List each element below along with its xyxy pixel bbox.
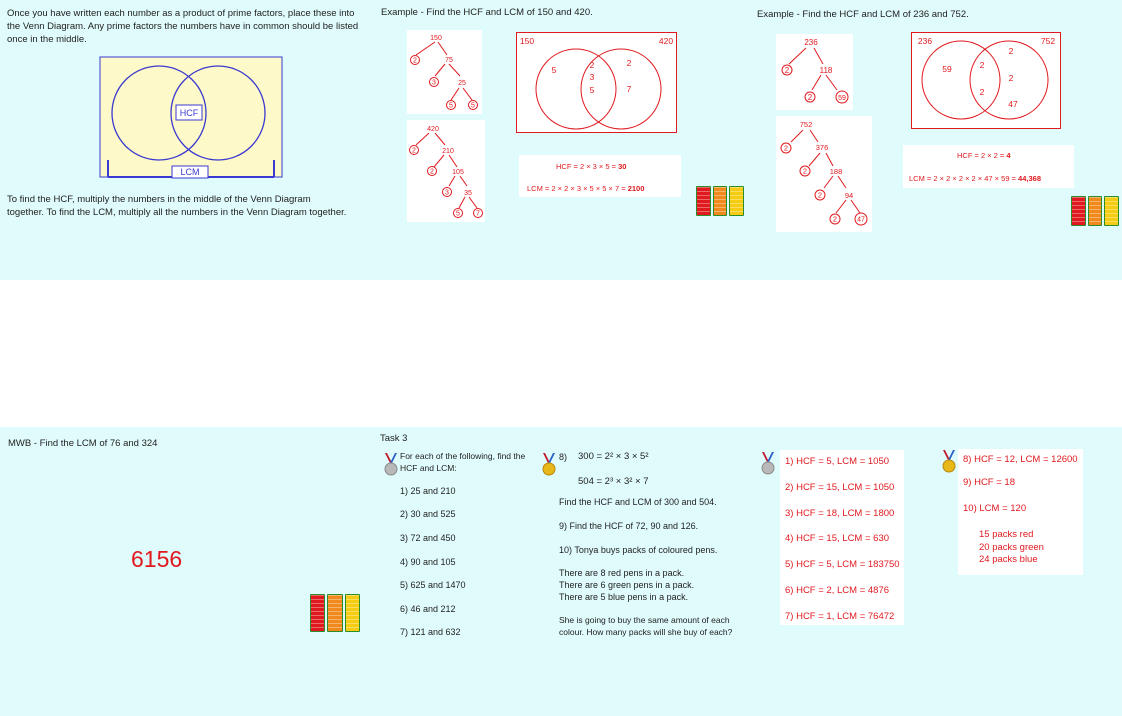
svg-text:2: 2 (832, 214, 838, 224)
silver-medal-icon (384, 453, 398, 477)
venn-150-420 (516, 32, 677, 133)
venn-method: To find the HCF, multiply the numbers in the middle of the Venn Diagram together. To find the LCM, multiply all the numbers in the Venn Diagram together. (7, 194, 347, 218)
q9-text: 9) Find the HCF of 72, 90 and 126. (559, 521, 699, 531)
svg-text:2: 2 (1008, 73, 1014, 83)
svg-text:5: 5 (456, 210, 460, 218)
task-question: 1) 25 and 210 (400, 486, 456, 496)
gold-medal-icon (542, 453, 556, 477)
svg-text:59: 59 (942, 64, 952, 74)
example1-title: Example - Find the HCF and LCM of 150 and 420. (381, 7, 593, 18)
colour-rods-icon (310, 594, 360, 632)
svg-text:2: 2 (802, 166, 808, 176)
mwb-answer: 6156 (131, 546, 183, 572)
answer-line: 3) HCF = 18, LCM = 1800 (785, 508, 895, 519)
example2-hcf: HCF = 2 × 2 = (957, 151, 1007, 160)
svg-text:2: 2 (979, 87, 985, 97)
answer-line: 9) HCF = 18 (963, 477, 1016, 488)
svg-text:35: 35 (464, 190, 472, 197)
svg-text:420: 420 (427, 126, 439, 133)
pens-line: There are 5 blue pens in a pack. (559, 592, 689, 602)
svg-text:105: 105 (452, 169, 464, 176)
example2-title: Example - Find the HCF and LCM of 236 and 752. (757, 9, 969, 20)
svg-text:752: 752 (799, 120, 813, 129)
hcf-label: HCF (179, 108, 199, 118)
svg-text:150: 150 (519, 36, 535, 46)
colour-rods-icon (696, 186, 744, 216)
answer-line: 1) HCF = 5, LCM = 1050 (785, 456, 890, 467)
svg-text:47: 47 (1008, 99, 1018, 109)
svg-text:94: 94 (844, 191, 854, 200)
svg-text:2: 2 (1008, 46, 1014, 56)
svg-text:752: 752 (1040, 36, 1056, 46)
answer-line: 15 packs red (979, 529, 1034, 540)
q8-text: Find the HCF and LCM of 300 and 504. (559, 497, 717, 507)
svg-text:7: 7 (476, 210, 480, 218)
answers-8-10 (958, 449, 1083, 575)
answer-line: 10) LCM = 120 (963, 503, 1027, 514)
example2-hcf-result: 4 (1006, 151, 1011, 160)
svg-text:59: 59 (838, 95, 846, 102)
svg-text:5: 5 (471, 102, 475, 110)
lcm-label: LCM (180, 167, 200, 177)
svg-text:150: 150 (430, 35, 442, 42)
factor-tree-752 (776, 116, 872, 232)
svg-text:75: 75 (445, 57, 453, 64)
task-question: 3) 72 and 450 (400, 533, 456, 543)
svg-text:236: 236 (804, 38, 818, 47)
answer-line: 5) HCF = 5, LCM = 183750 (785, 559, 900, 570)
svg-text:25: 25 (458, 80, 466, 87)
venn-236-752 (911, 32, 1061, 129)
svg-text:2: 2 (817, 190, 823, 200)
colour-rods-icon (1071, 196, 1119, 226)
q10-text: 10) Tonya buys packs of coloured pens. (559, 545, 718, 555)
pens-line: There are 8 red pens in a pack. (559, 568, 685, 578)
pens-line: There are 6 green pens in a pack. (559, 580, 695, 590)
task-intro: For each of the following, find the HCF and LCM: (400, 451, 526, 473)
task-question: 4) 90 and 105 (400, 557, 456, 567)
svg-text:5: 5 (551, 65, 557, 75)
svg-text:2: 2 (412, 147, 416, 155)
answer-line: 6) HCF = 2, LCM = 4876 (785, 585, 890, 596)
factor-tree-236 (776, 34, 853, 110)
svg-text:236: 236 (917, 36, 933, 46)
factor-tree-420 (407, 120, 485, 222)
svg-text:47: 47 (857, 216, 865, 224)
q8-line2: 504 = 2³ × 3² × 7 (578, 476, 649, 487)
answers-1-7 (780, 450, 904, 625)
task-question: 2) 30 and 525 (400, 509, 456, 519)
svg-text:5: 5 (449, 102, 453, 110)
svg-text:118: 118 (819, 66, 833, 75)
q8-label: 8) (559, 452, 568, 462)
q10-final: She is going to buy the same amount of each colour. How many packs will she buy of each? (559, 615, 733, 637)
example1-hcf: HCF = 2 × 3 × 5 = (556, 162, 619, 171)
venn-diagram (99, 56, 283, 180)
svg-text:376: 376 (815, 143, 829, 152)
gold-medal-icon (942, 450, 956, 474)
answer-line: 20 packs green (979, 542, 1044, 553)
svg-text:2: 2 (979, 60, 985, 70)
svg-text:3: 3 (589, 72, 595, 82)
example1-lcm-result: 2100 (627, 184, 645, 193)
example2-results (903, 145, 1074, 188)
venn-instructions: Once you have written each number as a product of prime factors, place these into the Venn Diagram. Any prime factors the numbers have in common should be listed once in the middle. (7, 8, 359, 45)
example2-lcm: LCM = 2 × 2 × 2 × 2 × 47 × 59 = (909, 174, 1019, 183)
answer-line: 24 packs blue (979, 554, 1038, 565)
answer-line: 4) HCF = 15, LCM = 630 (785, 533, 890, 544)
svg-text:210: 210 (442, 148, 454, 155)
factor-tree-150 (407, 30, 482, 114)
answer-line: 8) HCF = 12, LCM = 12600 (963, 454, 1078, 465)
example2-lcm-result: 44,368 (1018, 174, 1041, 183)
answer-line: 7) HCF = 1, LCM = 76472 (785, 611, 895, 622)
task-question: 5) 625 and 1470 (400, 580, 466, 590)
svg-text:188: 188 (829, 167, 843, 176)
task-question: 6) 46 and 212 (400, 604, 456, 614)
svg-text:2: 2 (413, 57, 417, 65)
svg-text:3: 3 (445, 189, 449, 197)
svg-text:2: 2 (807, 93, 813, 102)
example1-lcm: LCM = 2 × 2 × 3 × 5 × 5 × 7 = (527, 184, 628, 193)
svg-text:2: 2 (430, 168, 434, 176)
svg-text:3: 3 (432, 79, 436, 87)
task-question: 7) 121 and 632 (400, 627, 461, 637)
svg-text:2: 2 (589, 60, 595, 70)
svg-text:420: 420 (658, 36, 674, 46)
svg-text:2: 2 (626, 58, 632, 68)
example1-results (519, 155, 681, 197)
svg-text:5: 5 (589, 85, 595, 95)
svg-text:2: 2 (784, 66, 790, 75)
svg-text:7: 7 (626, 84, 632, 94)
mwb-title: MWB - Find the LCM of 76 and 324 (8, 438, 158, 449)
q8-line1: 300 = 2² × 3 × 5² (578, 451, 649, 462)
example1-hcf-result: 30 (618, 162, 627, 171)
svg-text:2: 2 (783, 143, 789, 153)
task-title: Task 3 (380, 433, 408, 444)
answer-line: 2) HCF = 15, LCM = 1050 (785, 482, 895, 493)
silver-medal-icon (761, 452, 775, 476)
